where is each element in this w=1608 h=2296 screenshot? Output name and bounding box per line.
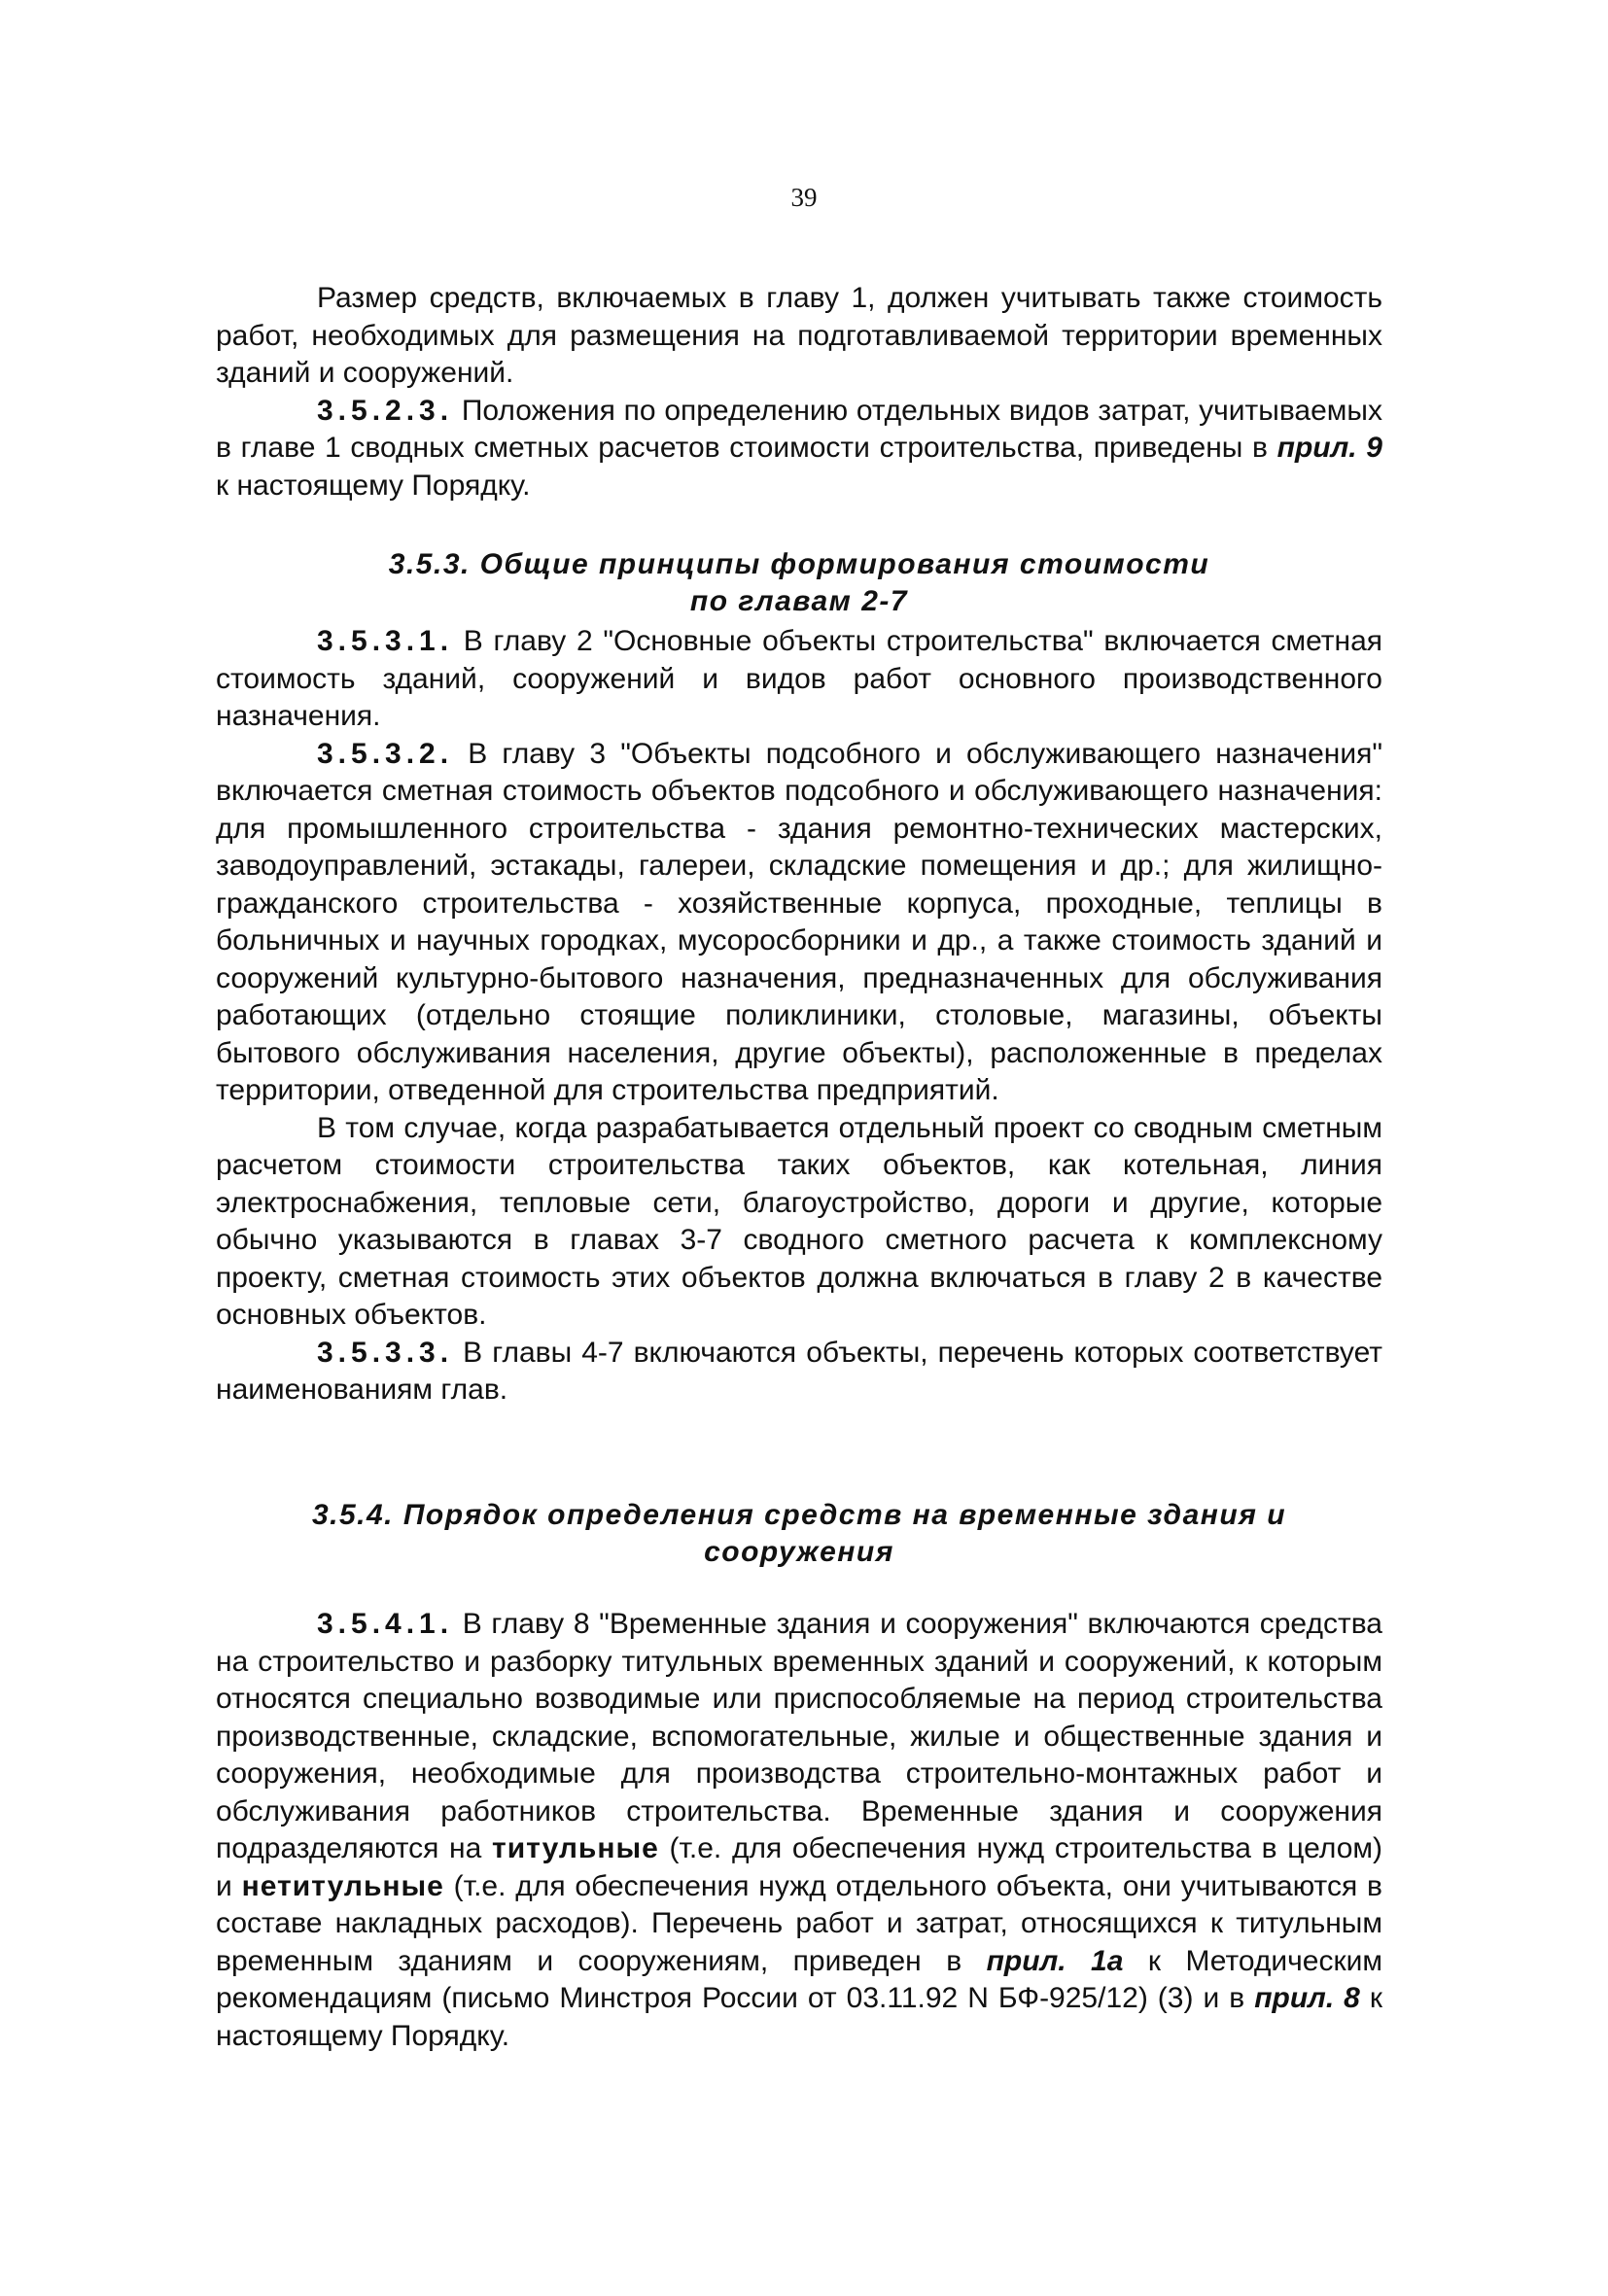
clause-number: 3.5.3.2. xyxy=(317,737,454,770)
term-non-titular: нетитульные xyxy=(241,1869,444,1902)
appendix-reference: прил. 8 xyxy=(1254,1982,1360,2014)
paragraph-text: В главу 3 "Объекты подсобного и обслуживающего назначения" включается сметная стоимость объектов подсобного и обслуживающего назначения: для промышленного строительства - здания ремонтно-технических мастерских, заводоуправлений, эстакады, галереи, складские помещения и др.; для жилищно-гражданского строительства - хозяйственные корпуса, проходные, теплицы в больничных и научных городках, мусоросборники и др., а также стоимость зданий и сооружений культурно-бытового назначения, предназначенных для обслуживания работающих (отдельно стоящие поликлиники, столовые, магазины, объекты бытового обслуживания населения, другие объекты), расположенные в пределах территории, отведенной для строительства предприятий. xyxy=(216,737,1382,1106)
heading-line: по главам 2-7 xyxy=(689,585,909,617)
clause-number: 3.5.4.1. xyxy=(317,1608,454,1640)
paragraph-text: (т.е. для обеспечения нужд отдельного объекта, они учитываются в составе накладных расходов). Перечень работ и затрат, относящихся к титульным временным зданиям и сооружениям, приведен в xyxy=(216,1869,1382,1977)
paragraph-3-5-3-2 xyxy=(216,736,1382,1110)
section-heading-3-5-3 xyxy=(216,546,1382,620)
clause-number: 3.5.3.1. xyxy=(317,625,454,657)
section-3-5-3-block xyxy=(216,623,1382,1409)
paragraph-text: (т.е. для обеспечения нужд строительства в целом) и xyxy=(216,1832,1382,1902)
page-number: 39 xyxy=(790,183,818,212)
paragraph-text: В главы 4-7 включаются объекты, перечень которых соответствует наименованиям глав. xyxy=(216,1336,1382,1406)
paragraph-3-5-3-1 xyxy=(216,623,1382,736)
paragraph-text: В главу 2 "Основные объекты строительства" включается сметная стоимость зданий, сооружений и видов работ основного производственного назначения. xyxy=(216,625,1382,732)
paragraph-3-5-2-3 xyxy=(216,393,1382,505)
paragraph-text: к Методическим рекомендациям (письмо Минстроя России от 03.11.92 N БФ-925/12) (3) и в xyxy=(216,1944,1382,2014)
appendix-reference: прил. 1а xyxy=(986,1944,1124,1977)
section-3-5-4-block xyxy=(216,1606,1382,2055)
appendix-reference: прил. 9 xyxy=(1276,432,1382,464)
paragraph-text: В главу 8 "Временные здания и сооружения" включаются средства на строительство и разборку титульных временных зданий и сооружений, к которым относятся специально возводимые или приспособляемые на период строительства производственные, складские, вспомогательные, жилые и общественные здания и сооружения, необходимые для производства строительно-монтажных работ и обслуживания работников строительства. Временные здания и сооружения подразделяются на xyxy=(216,1608,1382,1864)
paragraph-text: Положения по определению отдельных видов затрат, учитываемых в главе 1 сводных сметных расчетов стоимости строительства, приведены в xyxy=(216,394,1382,464)
heading-line: 3.5.3. Общие принципы формирования стоимости xyxy=(388,548,1210,580)
paragraph: Размер средств, включаемых в главу 1, должен учитывать также стоимость работ, необходимых для размещения на подготавливаемой территории временных зданий и сооружений. xyxy=(216,282,1382,389)
clause-number: 3.5.3.3. xyxy=(317,1336,454,1369)
heading-line: 3.5.4. Порядок определения средств на временные здания и xyxy=(311,1499,1287,1531)
section-heading-3-5-4 xyxy=(216,1497,1382,1571)
paragraph: В том случае, когда разрабатывается отдельный проект со сводным сметным расчетом стоимости строительства таких объектов, как котельная, линия электроснабжения, тепловые сети, благоустройство, дороги и другие, которые обычно указываются в главах 3-7 сводного сметного расчета к комплексному проекту, сметная стоимость этих объектов должна включаться в главу 2 в качестве основных объектов. xyxy=(216,1111,1382,1331)
term-titular: титульные xyxy=(492,1832,659,1864)
paragraph-text: к настоящему Порядку. xyxy=(216,1982,1382,2052)
section-3-5-2-block xyxy=(216,280,1382,504)
heading-line: сооружения xyxy=(704,1536,894,1568)
clause-number: 3.5.2.3. xyxy=(317,394,454,427)
paragraph-3-5-4-1 xyxy=(216,1606,1382,2055)
paragraph-text: к настоящему Порядку. xyxy=(216,469,531,502)
paragraph-3-5-3-3 xyxy=(216,1335,1382,1409)
